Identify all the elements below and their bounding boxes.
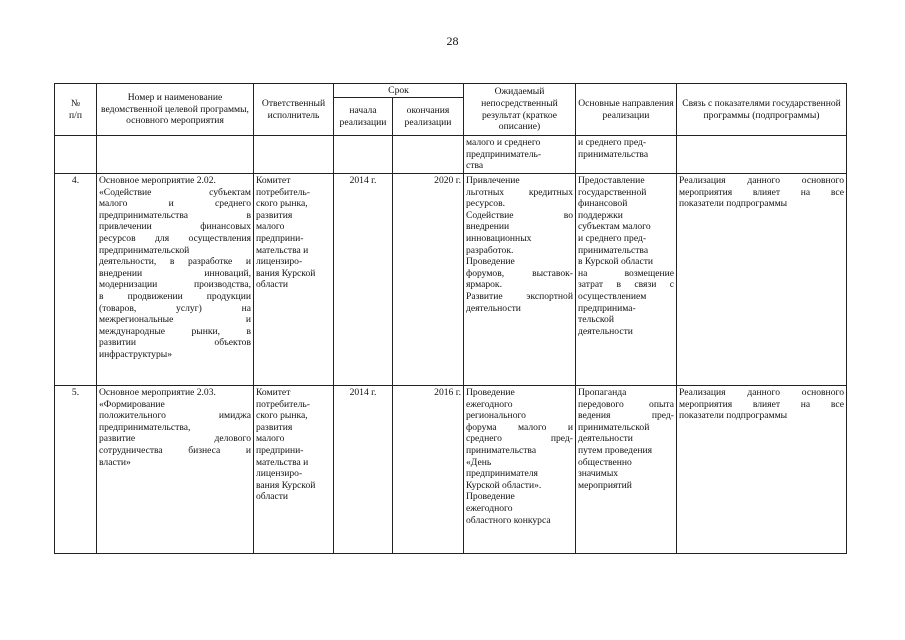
- row-result: [464, 386, 576, 554]
- row-executor: [254, 174, 334, 386]
- row-start: 2014 г.: [334, 174, 393, 386]
- cell-line: лицензиро-: [256, 468, 303, 480]
- header-name: Номер и наименование ведомственной целевой программы, основного мероприятия: [97, 84, 254, 136]
- cell-line: Содействие во: [466, 209, 573, 221]
- cell-line: Комитет: [256, 175, 291, 186]
- cell-line: на возмещение: [578, 267, 674, 279]
- cell-line: принимательства: [578, 244, 649, 256]
- cell-line: Основное мероприятие 2.02.: [99, 175, 216, 186]
- cell-line: и среднего пред-: [578, 137, 647, 148]
- cell-line: тельской: [578, 314, 614, 326]
- header-link: Связь с показателями государственной программы (подпрограммы): [677, 84, 847, 136]
- cell-line: поддержки: [578, 209, 623, 221]
- cell-line: власти»: [99, 456, 131, 468]
- header-executor: Ответственный исполнитель: [254, 84, 334, 136]
- cell-line: в продвижении продукции: [99, 290, 251, 302]
- cell-line: предприниматель-: [466, 148, 542, 160]
- cell-line: Проведение: [466, 491, 515, 503]
- cell-line: потребитель-: [256, 398, 310, 410]
- cell-line: (товаров, услуг) на: [99, 302, 251, 314]
- cell-line: форума малого и: [466, 421, 573, 433]
- cell-line: значимых: [578, 468, 619, 480]
- cell-line: передового опыта: [578, 398, 674, 410]
- cell-line: Развитие экспортной: [466, 290, 573, 302]
- cont-name: [97, 136, 254, 174]
- cell-line: Проведение: [466, 256, 515, 268]
- cell-line: Пропаганда: [578, 387, 627, 398]
- cell-line: «День: [466, 456, 492, 468]
- cell-line: инновационных: [466, 232, 532, 244]
- cell-line: Реализация данного основного: [679, 387, 844, 398]
- row-link: [677, 386, 847, 554]
- cell-line: «Содействие субъектам: [99, 186, 251, 198]
- cell-line: малого: [256, 433, 285, 445]
- row-result: [464, 174, 576, 386]
- cell-line: потребитель-: [256, 186, 310, 198]
- cell-line: мательства и: [256, 244, 309, 256]
- cell-line: принимательства: [466, 444, 537, 456]
- header-result: Ожидаемый непосредственный результат (краткое описание): [464, 84, 576, 136]
- cell-line: разработок.: [466, 244, 514, 256]
- cell-line: Предоставление: [578, 175, 645, 186]
- cell-line: путем проведения: [578, 444, 653, 456]
- cell-line: Комитет: [256, 387, 291, 398]
- continuation-row: [55, 136, 847, 174]
- cell-line: Проведение: [466, 387, 515, 398]
- cell-line: развития: [256, 209, 293, 221]
- cell-line: деятельности: [578, 433, 633, 445]
- cell-line: предпринимательства в: [99, 209, 251, 221]
- cell-line: принимательства: [578, 148, 649, 160]
- cell-line: развитие делового: [99, 433, 251, 445]
- table-row: [55, 174, 847, 386]
- cont-num: [55, 136, 97, 174]
- program-table: [54, 83, 847, 554]
- header-num: № п/п: [55, 84, 97, 136]
- cell-line: субъектам малого: [578, 221, 651, 233]
- cell-line: предприни-: [256, 232, 304, 244]
- cell-line: вания Курской: [256, 267, 316, 279]
- cell-line: привлечении финансовых: [99, 221, 251, 233]
- cell-line: ежегодного: [466, 398, 513, 410]
- cell-line: лицензиро-: [256, 256, 303, 268]
- cell-line: деятельности: [578, 325, 633, 337]
- cont-result: [464, 136, 576, 174]
- cell-line: ского рынка,: [256, 410, 308, 422]
- row-num: 4.: [55, 174, 97, 386]
- cell-line: Курской области».: [466, 479, 542, 491]
- cell-line: мероприятий: [578, 479, 632, 491]
- row-end: 2016 г.: [393, 386, 464, 554]
- cell-line: сотрудничества бизнеса и: [99, 444, 251, 456]
- cell-line: внедрении инноваций,: [99, 267, 251, 279]
- cont-start: [334, 136, 393, 174]
- row-name: [97, 174, 254, 386]
- cell-line: в Курской области: [578, 256, 654, 268]
- header-term: Срок: [334, 84, 464, 98]
- cell-line: ства: [466, 160, 484, 172]
- cell-line: мательства и: [256, 456, 309, 468]
- cell-line: предпринима-: [578, 302, 636, 314]
- cell-line: показатели подпрограммы: [679, 198, 788, 210]
- cell-line: ежегодного: [466, 502, 513, 514]
- cell-line: Основное мероприятие 2.03.: [99, 387, 216, 398]
- cell-line: регионального: [466, 410, 526, 422]
- cell-line: межрегиональные и: [99, 314, 251, 326]
- cell-line: льготных кредитных: [466, 186, 573, 198]
- cell-line: ведения пред-: [578, 410, 674, 422]
- cont-executor: [254, 136, 334, 174]
- row-executor: [254, 386, 334, 554]
- cell-line: показатели подпрограммы: [679, 410, 788, 422]
- cell-line: малого и среднего: [99, 198, 251, 210]
- row-name: [97, 386, 254, 554]
- cell-line: предприни-: [256, 444, 304, 456]
- cell-line: форумов, выставок-: [466, 267, 573, 279]
- header-directions: Основные направления реализации: [576, 84, 677, 136]
- cell-line: среднего пред-: [466, 433, 573, 445]
- row-end: 2020 г.: [393, 174, 464, 386]
- cell-line: осуществлением: [578, 290, 647, 302]
- cell-line: развития: [256, 421, 293, 433]
- cell-line: модернизации производства,: [99, 279, 251, 291]
- cell-line: ярмарок.: [466, 279, 502, 291]
- cell-line: затрат в связи с: [578, 279, 674, 291]
- cell-line: ресурсов.: [466, 198, 506, 210]
- table-row: [55, 386, 847, 554]
- cell-line: деятельности, в разработке и: [99, 256, 251, 268]
- cell-line: областного конкурса: [466, 514, 551, 526]
- cell-line: мероприятия влияет на все: [679, 398, 844, 410]
- header-term-end: окончания реализации: [393, 98, 464, 136]
- cell-line: внедрении: [466, 221, 510, 233]
- cell-line: деятельности: [466, 302, 521, 314]
- cell-line: мероприятия влияет на все: [679, 186, 844, 198]
- row-start: 2014 г.: [334, 386, 393, 554]
- cell-line: положительного имиджа: [99, 410, 251, 422]
- cell-line: международные рынки, в: [99, 325, 251, 337]
- cell-line: финансовой: [578, 198, 628, 210]
- header-term-start: начала реализации: [334, 98, 393, 136]
- cell-line: государственной: [578, 186, 647, 198]
- cell-line: развитии объектов: [99, 337, 251, 349]
- cell-line: ского рынка,: [256, 198, 308, 210]
- cont-end: [393, 136, 464, 174]
- cell-line: области: [256, 491, 289, 503]
- cell-line: общественно: [578, 456, 632, 468]
- cell-line: принимательской: [578, 421, 650, 433]
- cell-line: «Формирование: [99, 398, 165, 410]
- cell-line: предпринимательской: [99, 244, 190, 256]
- cell-line: Привлечение: [466, 175, 520, 186]
- row-directions: [576, 174, 677, 386]
- cell-line: малого и среднего: [466, 137, 541, 148]
- row-num: 5.: [55, 386, 97, 554]
- cell-line: вания Курской: [256, 479, 316, 491]
- cell-line: ресурсов для осуществления: [99, 232, 251, 244]
- cell-line: области: [256, 279, 289, 291]
- row-directions: [576, 386, 677, 554]
- cell-line: и среднего пред-: [578, 232, 647, 244]
- page-number: 28: [446, 34, 459, 48]
- cell-line: Реализация данного основного: [679, 175, 844, 186]
- cont-link: [677, 136, 847, 174]
- cell-line: инфраструктуры»: [99, 348, 173, 360]
- cell-line: малого: [256, 221, 285, 233]
- cont-directions: [576, 136, 677, 174]
- cell-line: предпринимательства,: [99, 421, 191, 433]
- row-link: [677, 174, 847, 386]
- cell-line: предпринимателя: [466, 468, 538, 480]
